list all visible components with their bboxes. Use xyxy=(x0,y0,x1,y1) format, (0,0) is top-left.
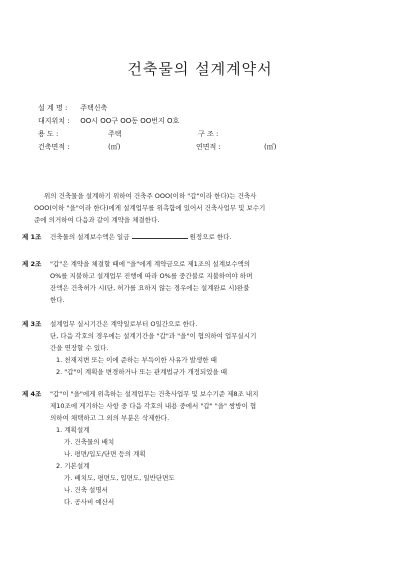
area-label: 건축면적 : xyxy=(38,143,70,151)
intro-line: 위의 건축물을 설계하기 위하여 건축주 OOO(이하 "갑"이라 한다)는 건축사 xyxy=(44,192,257,200)
document-title: 건축물의 설계계약서 xyxy=(127,60,273,78)
article-line: 한다. xyxy=(50,296,65,304)
design-name-row xyxy=(38,102,179,115)
article-line: 잔액은 건축허가 시(단, 허가를 요하지 않는 경우에는 설계완료 시)완불 xyxy=(50,284,250,292)
article-subitem: 나. 건축 설명서 xyxy=(64,486,108,494)
article-line: 단, 다음 각호의 경우에는 설계기간을 "갑"과 "을"이 협의하여 업무실시기 xyxy=(50,332,257,340)
intro-line: 준에 의거하여 다음과 같이 계약을 체결한다. xyxy=(34,216,160,224)
project-info-block xyxy=(38,102,277,154)
article-1 xyxy=(22,231,372,243)
article-subitem: 나. 평면/입도/단면 등의 계획 xyxy=(64,450,146,458)
article-section: 1. 계획설계 xyxy=(56,426,90,434)
article-line: 설계업무 실시기간은 계약일로부터 O일간으로 한다. xyxy=(50,320,198,328)
design-name-value: 주택신축 xyxy=(80,104,108,112)
article-line: O%를 지불하고 설계업무 진행에 따라 O%를 중간불로 지불하여야 하며 xyxy=(50,272,253,280)
structure-label: 구 조 : xyxy=(198,130,219,138)
article-section: 2. 기본설계 xyxy=(56,462,90,470)
article-line: 의하여 채택하고 그 외의 부분은 삭제한다. xyxy=(50,414,170,422)
article-text: 건축물의 설계보수액은 일금 xyxy=(50,233,130,241)
use-label: 용 도 : xyxy=(38,130,59,138)
article-item: 2. "갑"이 계획을 변경하거나 또는 관계법규가 개정되었을 때 xyxy=(56,368,228,376)
design-name-label: 설 계 명 : xyxy=(38,104,68,112)
article-subitem: 가. 건축물의 배치 xyxy=(64,438,115,446)
article-2 xyxy=(22,258,372,306)
article-text: 원정으로 한다. xyxy=(189,233,232,241)
article-line: "갑"이 "을"에게 위촉하는 설계업무는 건축사업무 및 보수기준 제8조 내지 xyxy=(50,390,259,398)
article-line: "갑"은 계약을 체결할 때에 "을"에게 계약금으로 제1조의 설계보수액의 xyxy=(50,260,251,268)
site-label: 대지위치 : xyxy=(38,117,70,125)
article-number: 제 4조 xyxy=(22,390,42,398)
area-row xyxy=(38,141,277,154)
article-item: 1. 천재지변 또는 이에 준하는 부득이한 사유가 발생한 때 xyxy=(56,356,217,364)
floor-area-label: 연면적 : xyxy=(196,143,221,151)
article-number: 제 1조 xyxy=(22,233,42,241)
article-3 xyxy=(22,318,372,378)
amount-blank-line xyxy=(132,231,188,239)
article-subitem: 가. 배치도, 평면도, 입면도, 일반단면도 xyxy=(64,474,175,482)
article-4 xyxy=(22,388,372,508)
article-line: 제10조에 게기하는 사항 중 다음 각호의 내용 중에서 "갑" "을" 쌍방이 협 xyxy=(50,402,257,410)
floor-area-unit: (㎡) xyxy=(264,143,277,151)
intro-paragraph xyxy=(34,190,368,226)
area-unit: (㎡) xyxy=(108,143,121,151)
use-value: 주택 xyxy=(108,130,122,138)
article-number: 제 3조 xyxy=(22,320,42,328)
article-number: 제 2조 xyxy=(22,260,42,268)
site-row xyxy=(38,115,179,128)
article-subitem: 다. 공사비 예산서 xyxy=(64,498,115,506)
site-value: OO시 OO구 OO동 OO번지 O호 xyxy=(80,117,180,125)
article-line: 간을 연장할 수 있다. xyxy=(50,344,109,352)
use-structure-row xyxy=(38,128,219,141)
intro-line: OOO(이하 "을"이라 한다)에게 설계업무를 위촉함에 있어서 건축사업무 및 보수기 xyxy=(34,204,266,212)
